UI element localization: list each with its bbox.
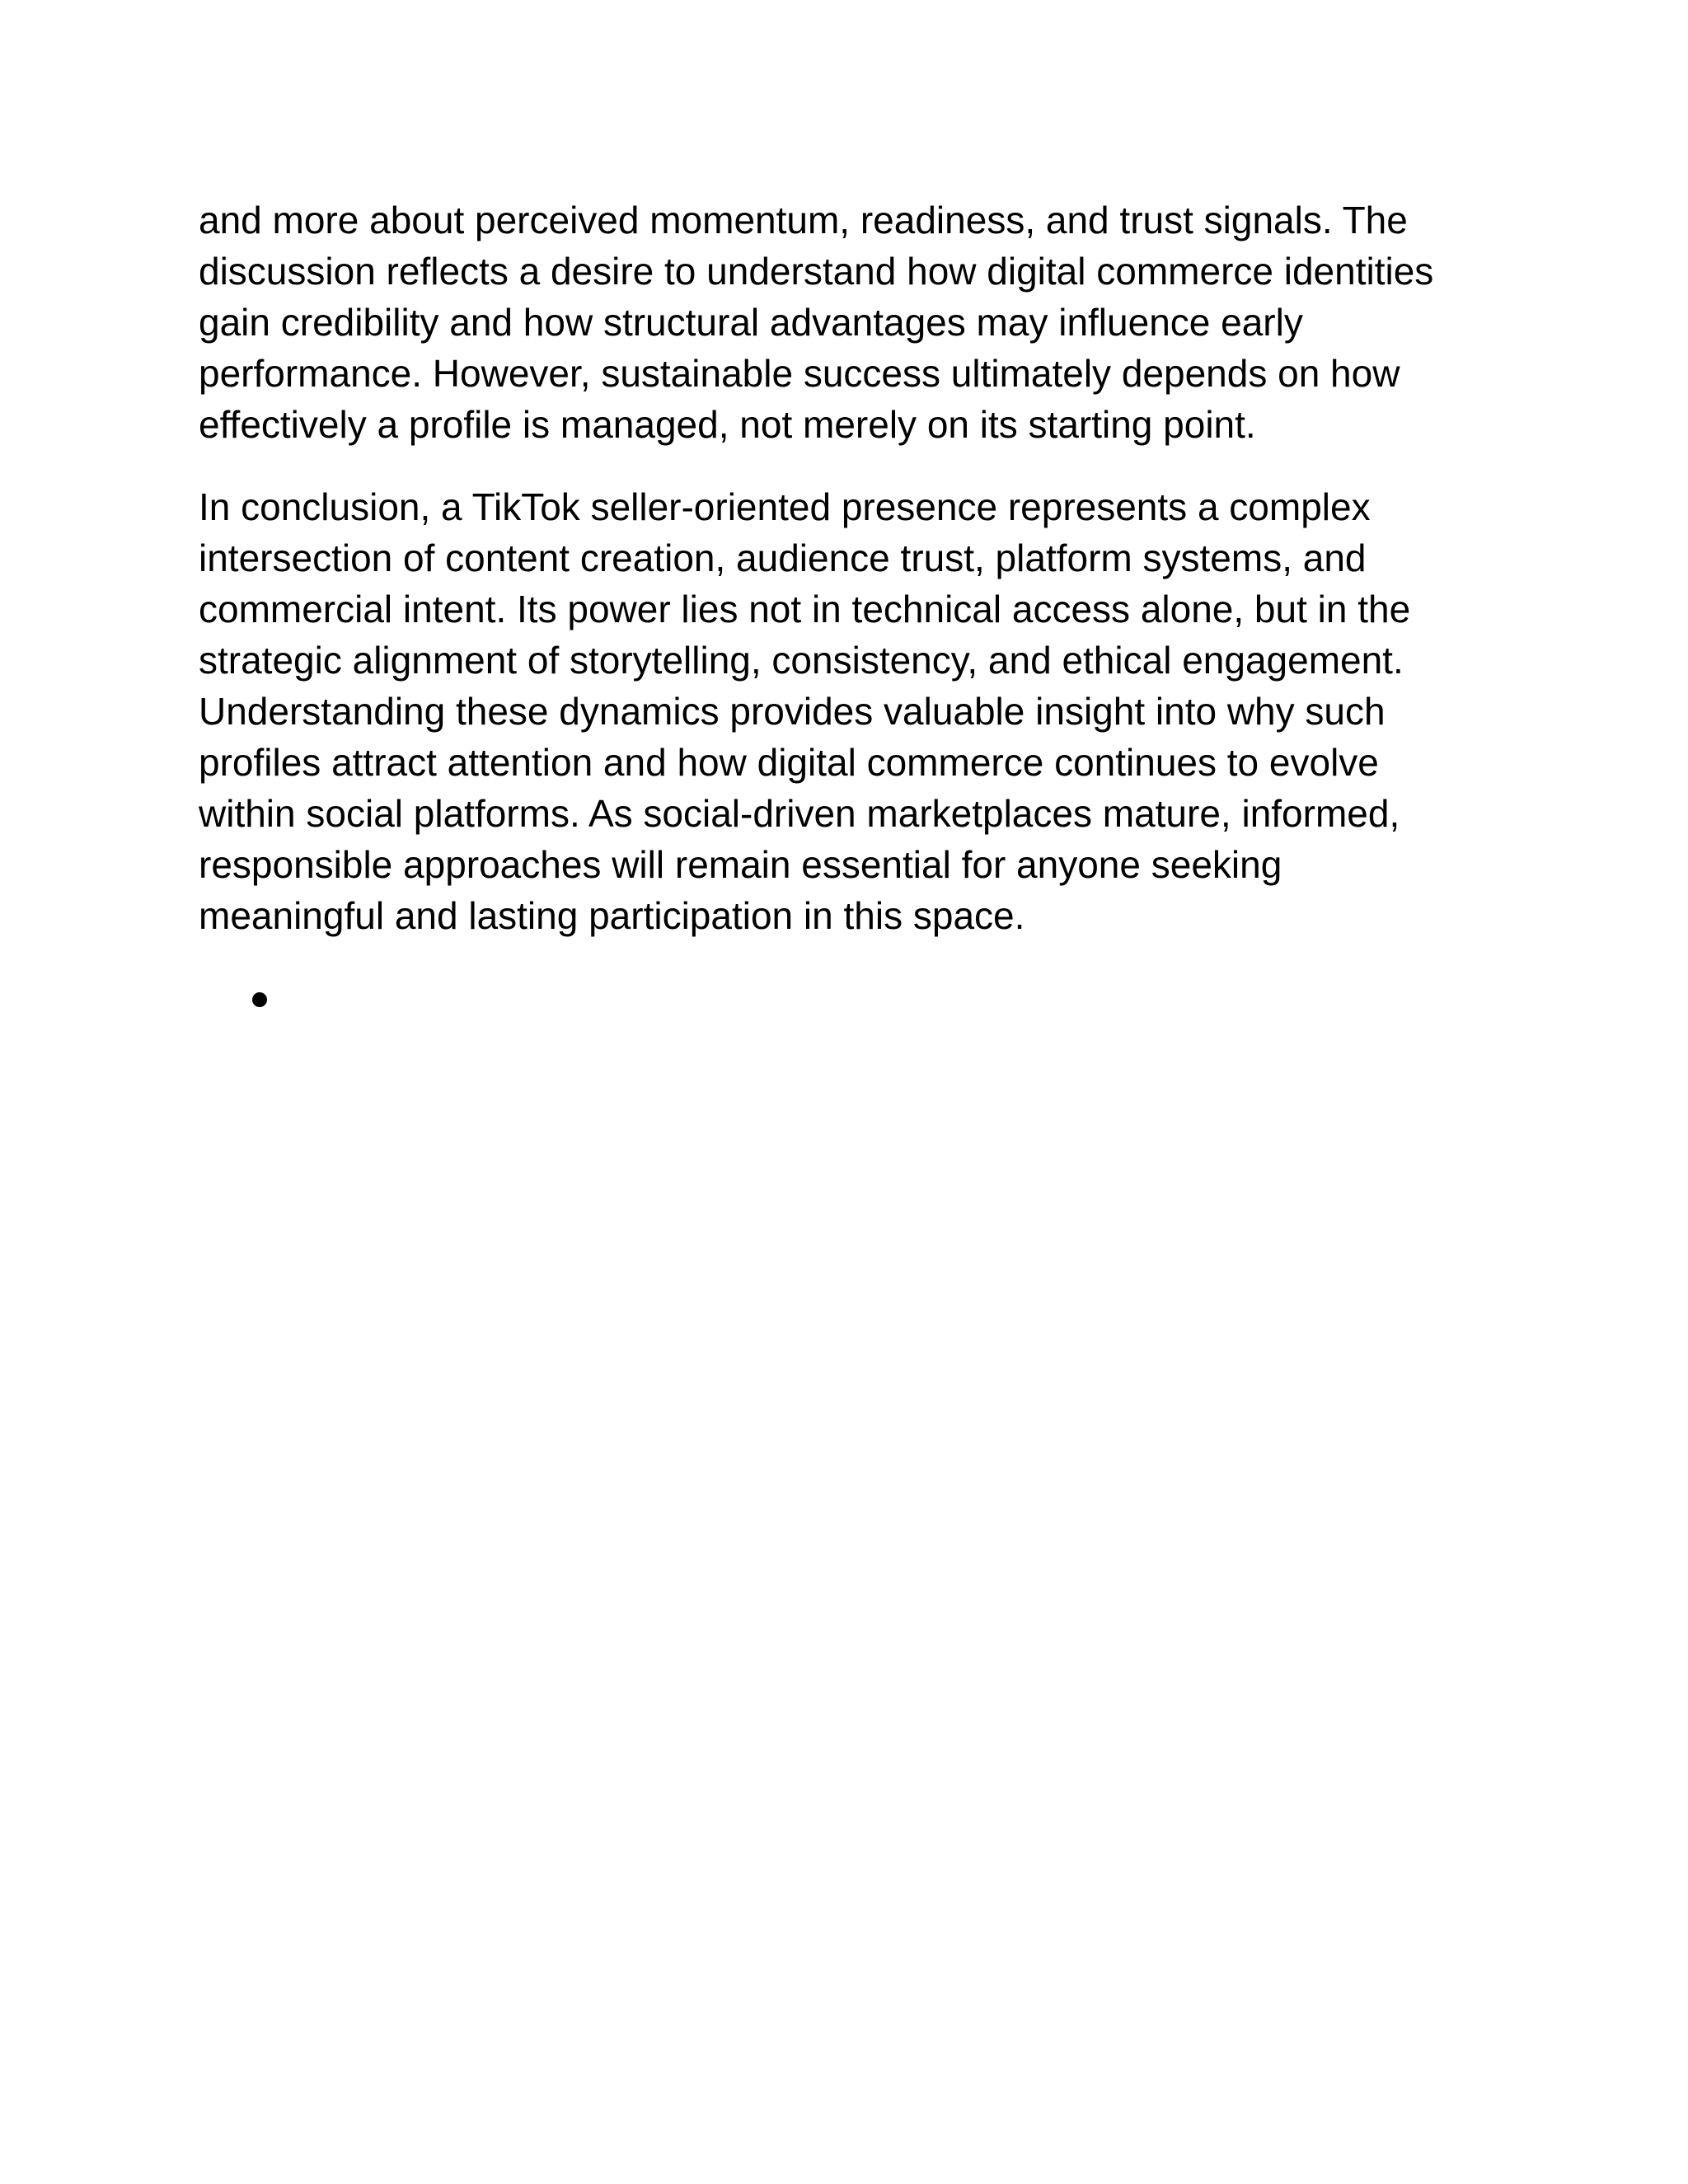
text-line: effectively a profile is managed, not merely on its starting point.	[199, 403, 1256, 446]
text-line: commercial intent. Its power lies not in technical access alone, but in the	[199, 588, 1411, 630]
text-line: meaningful and lasting participation in this space.	[199, 894, 1025, 937]
paragraph-1	[199, 194, 1517, 450]
text-line: and more about perceived momentum, readiness, and trust signals. The	[199, 199, 1408, 241]
text-line: within social platforms. As social-driven marketplaces mature, informed,	[199, 792, 1400, 835]
text-line: discussion reflects a desire to understand how digital commerce identities	[199, 250, 1434, 293]
text-line: strategic alignment of storytelling, consistency, and ethical engagement.	[199, 639, 1404, 682]
paragraph-2-conclusion	[199, 481, 1517, 941]
text-line: gain credibility and how structural advantages may influence early	[199, 301, 1303, 344]
text-line: responsible approaches will remain essential for anyone seeking	[199, 843, 1282, 886]
document-body	[199, 194, 1517, 1024]
text-line: intersection of content creation, audience trust, platform systems, and	[199, 537, 1367, 579]
text-line: performance. However, sustainable success ultimately depends on how	[199, 352, 1400, 395]
text-line: profiles attract attention and how digital commerce continues to evolve	[199, 741, 1379, 784]
text-line: In conclusion, a TikTok seller-oriented presence represents a complex	[199, 485, 1371, 528]
bullet-icon	[252, 992, 267, 1007]
text-line: Understanding these dynamics provides valuable insight into why such	[199, 690, 1386, 733]
bullet-list-item	[199, 972, 1517, 1024]
bullet-list	[199, 972, 1517, 1024]
